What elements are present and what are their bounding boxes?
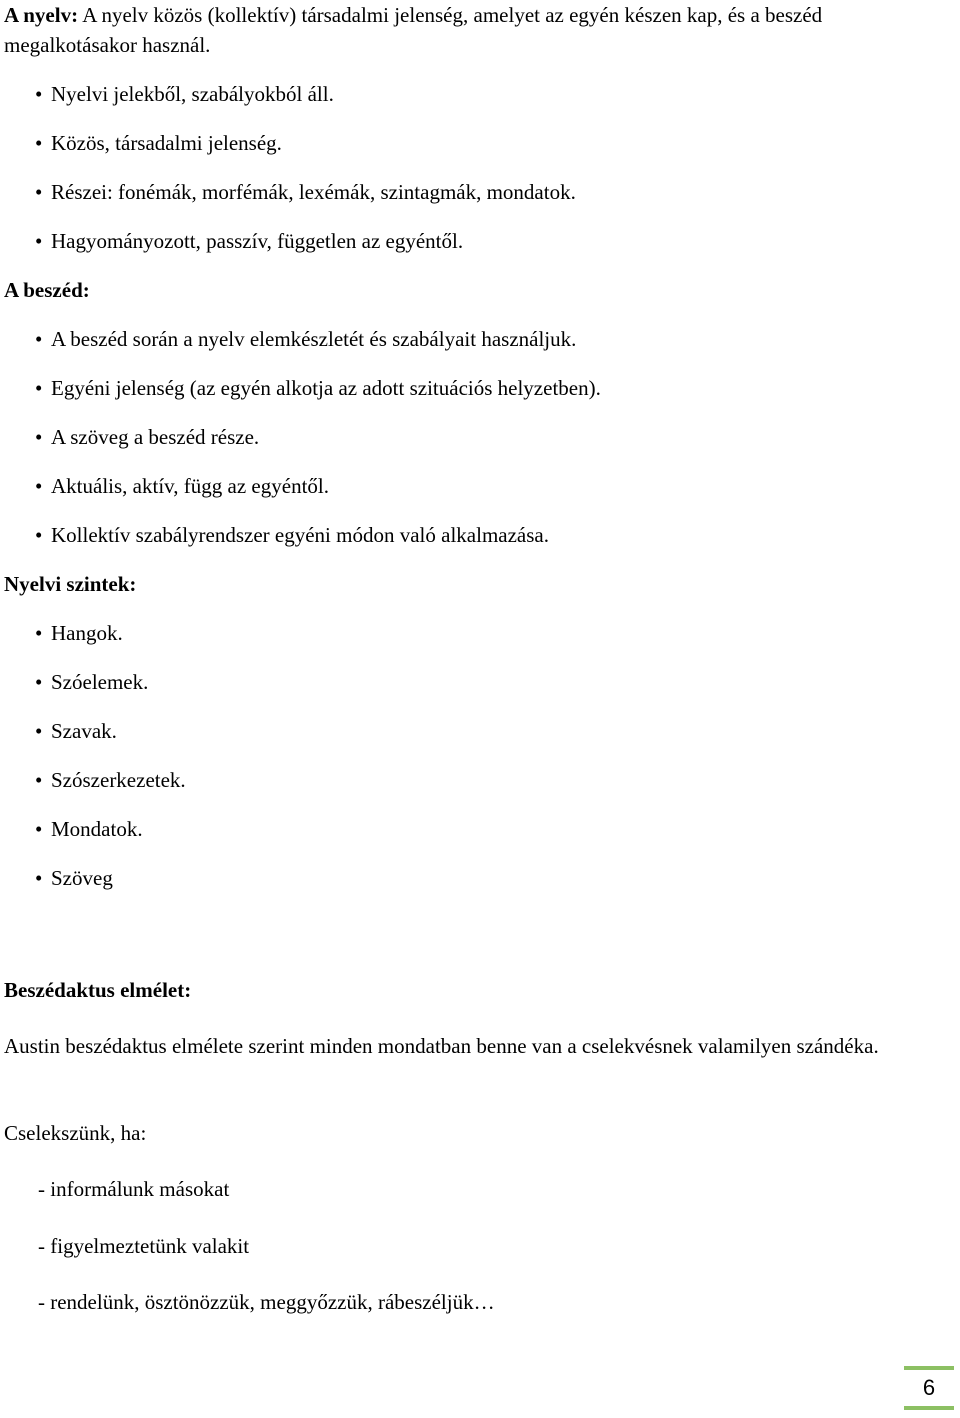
bullet-icon: • [35,817,43,841]
list-item: • Szóelemek. [4,667,944,716]
bullet-icon: • [35,82,43,106]
list-item: • Nyelvi jelekből, szabályokból áll. [4,79,944,128]
intro-text: A nyelv közös (kollektív) társadalmi jelenség, amelyet az egyén készen kap, és a beszéd megalkotásakor használ. [4,3,823,57]
list-item: • Kollektív szabályrendszer egyéni módon való alkalmazása. [4,520,944,569]
bullet-icon: • [35,180,43,204]
dash-item: - figyelmeztetünk valakit [38,1234,250,1258]
bullet-icon: • [35,131,43,155]
intro-paragraph [4,0,944,60]
bullet-icon: • [35,768,43,792]
list-item: • Szöveg [4,863,944,912]
bullet-icon: • [35,719,43,743]
bullet-icon: • [35,229,43,253]
beszed-heading: A beszéd: [4,278,90,302]
list-item: • Szószerkezetek. [4,765,944,814]
dash-item: - rendelünk, ösztönözzük, meggyőzzük, rábeszéljük… [38,1290,495,1314]
beszed-list [4,324,944,569]
bullet-icon: • [35,866,43,890]
list-item: • Hagyományozott, passzív, független az egyéntől. [4,226,944,275]
intro-term: A nyelv: [4,3,79,27]
list-item: • Részei: fonémák, morfémák, lexémák, szintagmák, mondatok. [4,177,944,226]
list-item: • Egyéni jelenség (az egyén alkotja az adott szituációs helyzetben). [4,373,944,422]
bullet-icon: • [35,376,43,400]
dash-item: - informálunk másokat [38,1177,230,1201]
cselekszunk-line: Cselekszünk, ha: [4,1121,147,1145]
beszedaktus-paragraph: Austin beszédaktus elmélete szerint minden mondatban benne van a cselekvésnek valamilyen szándéka. [4,1034,879,1058]
szintek-list [4,618,944,912]
list-item: • Hangok. [4,618,944,667]
list-item: • Közös, társadalmi jelenség. [4,128,944,177]
bullet-icon: • [35,474,43,498]
bullet-icon: • [35,621,43,645]
bullet-icon: • [35,523,43,547]
list-item: • A szöveg a beszéd része. [4,422,944,471]
list-item: • Aktuális, aktív, függ az egyéntől. [4,471,944,520]
nyelv-list [4,79,944,275]
bullet-icon: • [35,425,43,449]
page-number-box [904,1366,954,1410]
document-page [4,0,944,912]
szintek-heading: Nyelvi szintek: [4,572,137,596]
page-number: 6 [922,1375,936,1400]
bullet-icon: • [35,327,43,351]
list-item: • Mondatok. [4,814,944,863]
beszedaktus-heading: Beszédaktus elmélet: [4,978,192,1002]
list-item: • Szavak. [4,716,944,765]
bullet-icon: • [35,670,43,694]
list-item: • A beszéd során a nyelv elemkészletét és szabályait használjuk. [4,324,944,373]
